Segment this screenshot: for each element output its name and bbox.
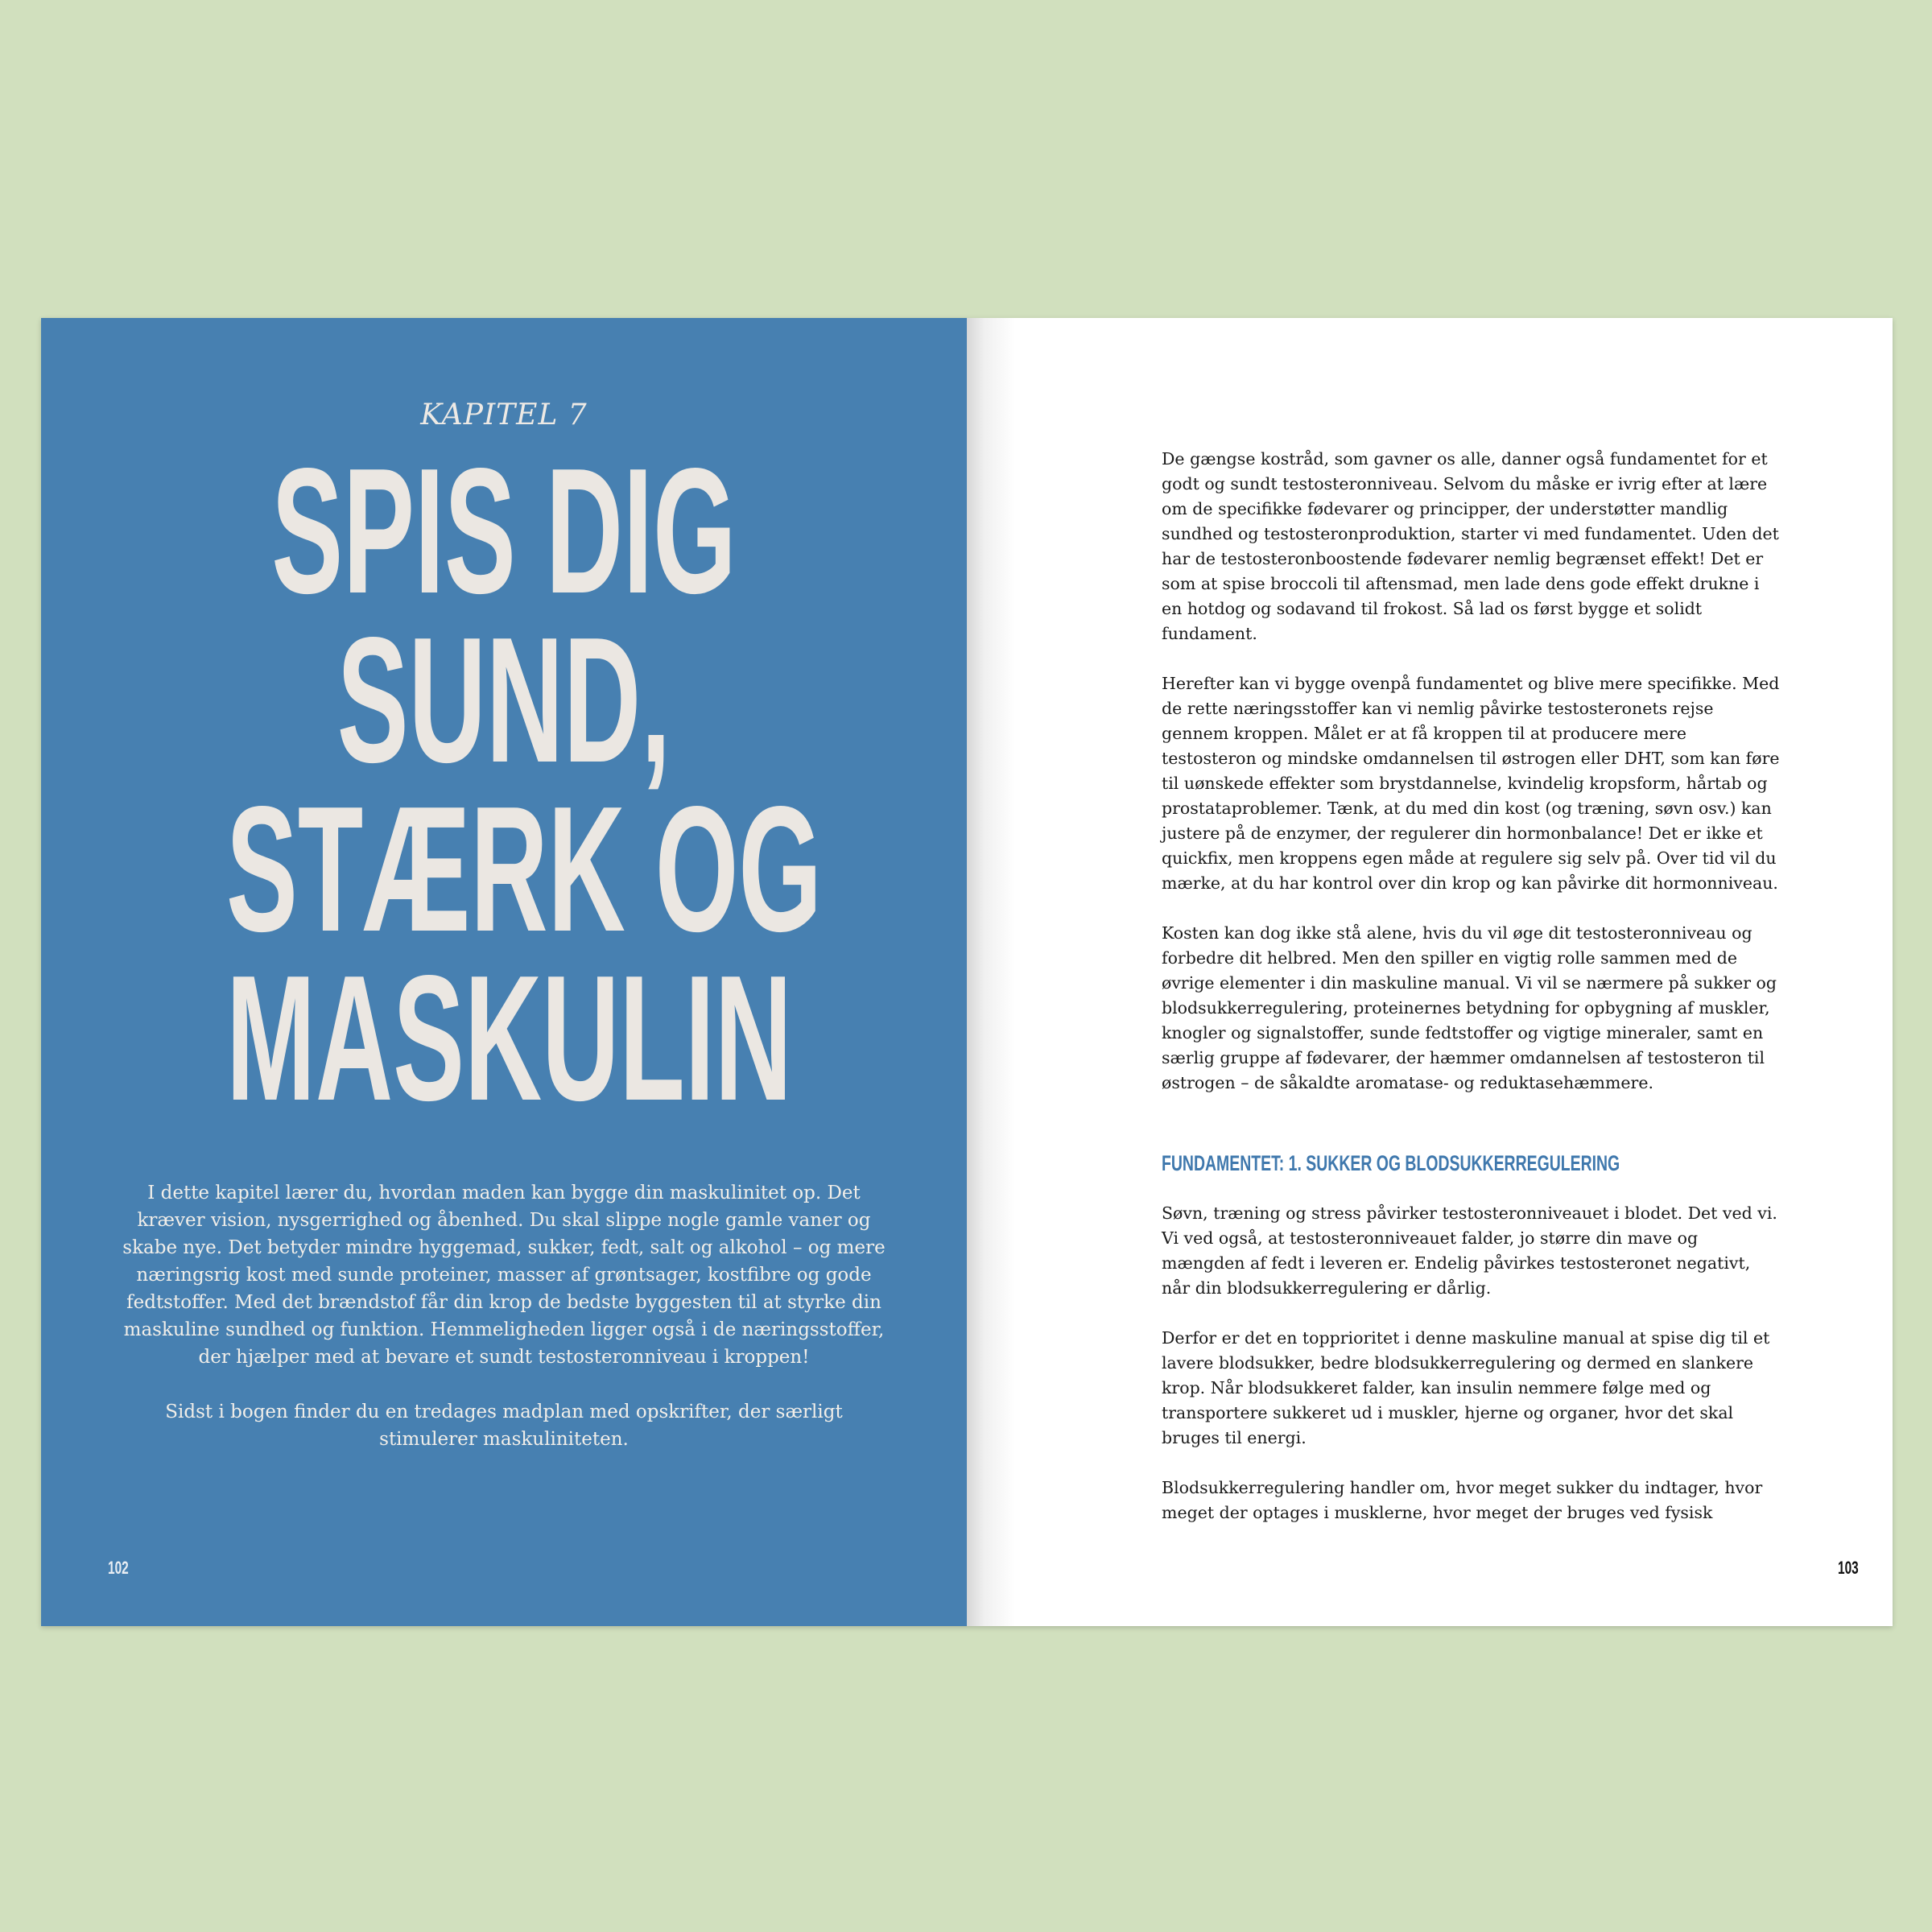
left-page: [41, 318, 967, 1626]
intro-paragraph-1: I dette kapitel lærer du, hvordan maden kan bygge din maskulinitet op. Det kræver vision, nysgerrighed og åbenhed. Du skal slippe nogle gamle vaner og skabe nye. Det betyder mindre hyggemad, sukker, fedt, salt og alkohol – og mere næringsrig kost med sunde proteiner, masser af grøntsager, kostfibre og gode fedtstoffer. Med det brændstof får din krop de bedste byggesten til at styrke din maskuline sundhed og funktion. Hemmeligheden ligger også i de næringsstoffer, der hjælper med at bevare et sundt testosteronniveau i kroppen!: [122, 1183, 886, 1368]
body-paragraph-2: Herefter kan vi bygge ovenpå fundamentet og blive mere specifikke. Med de rette næringsstoffer kan vi nemlig påvirke testosteronets rejse gennem kroppen. Målet er at få kroppen til at producere mere testosteron og mindske omdannelsen til østrogen eller DHT, som kan føre til uønskede effekter som brystdannelse, kvindelig kropsform, hårtab og prostataproblemer. Tænk, at du med din kost (og træning, søvn osv.) kan justere på de enzymer, der regulerer din hormonbalance! Det er ikke et quickfix, men kroppens egen måde at regulere sig selv på. Over tid vil du mærke, at du har kontrol over din krop og kan påvirke dit hormonniveau.: [1162, 674, 1780, 893]
body-text: [1162, 447, 1781, 1550]
title-line-4: MASKULIN: [226, 939, 792, 1138]
section-paragraph-1: Søvn, træning og stress påvirker testosteronniveauet i blodet. Det ved vi. Vi ved også, at testosteronniveauet falder, jo større din mave og mængden af fedt i leveren er. Endelig påvirkes testosteronet negativt, når din blodsukkerregulering er dårlig.: [1162, 1203, 1777, 1298]
body-paragraph-3: Kosten kan dog ikke stå alene, hvis du vil øge dit testosteronniveau og forbedre dit helbred. Men den spiller en vigtig rolle sammen med de øvrige elementer i din maskuline manual. Vi vil se nærmere på sukker og blodsukkerregulering, proteinernes betydning for opbygning af muskler, knogler og signalstoffer, sunde fedtstoffer og vigtige mineraler, samt en særlig gruppe af fødevarer, der hæmmer omdannelsen af testosteron til østrogen – de såkaldte aromatase- og reduktasehæmmere.: [1162, 923, 1777, 1092]
chapter-label: KAPITEL 7: [420, 398, 588, 431]
page-number-right: 103: [1838, 1558, 1859, 1578]
right-page: [967, 318, 1893, 1626]
section-paragraph-2: Derfor er det en topprioritet i denne maskuline manual at spise dig til et lavere blodsukker, bedre blodsukkerregulering og dermed en slankere krop. Når blodsukkeret falder, kan insulin nemmere følge med og transportere sukkeret ud i muskler, hjerne og organer, hvor det skal bruges til energi.: [1162, 1328, 1770, 1447]
chapter-intro: [118, 1179, 890, 1480]
title-line-1: SPIS DIG: [271, 431, 737, 631]
book-spread: [41, 318, 1893, 1626]
body-paragraph-1: De gængse kostråd, som gavner os alle, danner også fundamentet for et godt og sundt testosteronniveau. Selvom du måske er ivrig efter at lære om de specifikke fødevarer og principper, der understøtter mandlig sundhed og testosteronproduktion, starter vi med fundamentet. Uden det har de testosteronboostende fødevarer nemlig begrænset effekt! Det er som at spise broccoli til aftensmad, men lade dens gode effekt drukne i en hotdog og sodavand til frokost. Så lad os først bygge et solidt fundament.: [1162, 449, 1779, 643]
title-line-3: STÆRK OG: [226, 770, 823, 969]
section-heading: FUNDAMENTET: 1. SUKKER OG BLODSUKKERREGULERING: [1162, 1151, 1620, 1175]
chapter-title: [226, 431, 823, 1138]
section-paragraph-3: Blodsukkerregulering handler om, hvor meget sukker du indtager, hvor meget der optages i musklerne, hvor meget der bruges ved fysisk: [1162, 1478, 1763, 1522]
title-line-2: SUND,: [336, 601, 671, 800]
page-number-left: 102: [108, 1558, 129, 1578]
intro-paragraph-2: Sidst i bogen finder du en tredages madplan med opskrifter, der særligt stimulerer maskuliniteten.: [165, 1402, 843, 1450]
